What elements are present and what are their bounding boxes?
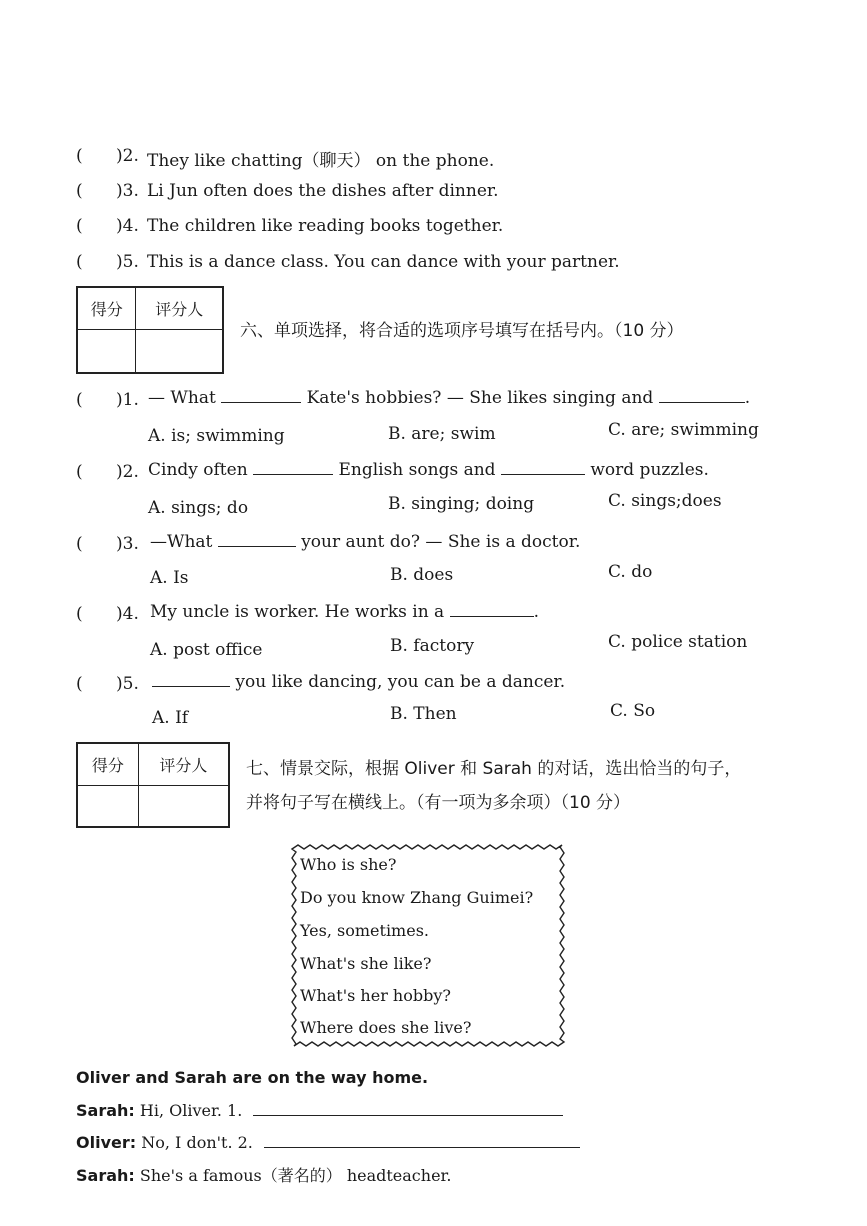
item-number: )5. <box>116 674 139 694</box>
zigzag-outline <box>292 845 564 1046</box>
answer-paren[interactable]: ( <box>76 534 83 554</box>
score-table <box>76 286 224 374</box>
option-b: B. singing; doing <box>388 494 535 514</box>
option-sentence: Who is she? <box>300 855 397 874</box>
option-sentence: Where does she live? <box>300 1018 472 1037</box>
item-number: )4. <box>116 604 139 624</box>
item-text: The children like reading books together. <box>147 216 504 236</box>
blank-2[interactable] <box>501 461 585 475</box>
question-text: — What Kate's hobbies? — She likes singing and . <box>148 388 751 408</box>
item-number: )1. <box>116 390 139 410</box>
question-text: My uncle is worker. He works in a . <box>150 602 540 622</box>
section7-title-line2: 并将句子写在横线上。（有一项为多余项）（10 分） <box>246 793 631 813</box>
dialogue-line <box>76 1101 563 1120</box>
answer-paren[interactable]: ( <box>76 604 83 624</box>
option-b: B. does <box>390 565 454 585</box>
answer-paren[interactable]: ( <box>76 462 83 482</box>
answer-paren[interactable]: ( <box>76 181 83 201</box>
answer-blank-2[interactable] <box>264 1134 580 1148</box>
speaker: Oliver: <box>76 1133 137 1152</box>
answer-paren[interactable]: ( <box>76 674 83 694</box>
option-c: C. do <box>608 562 653 582</box>
question-text: you like dancing, you can be a dancer. <box>152 672 565 692</box>
answer-blank-1[interactable] <box>253 1102 563 1116</box>
question-text: —What your aunt do? — She is a doctor. <box>150 532 581 552</box>
option-a: A. post office <box>150 640 263 660</box>
blank-2[interactable] <box>659 389 745 403</box>
answer-paren[interactable]: ( <box>76 146 83 166</box>
score-cell[interactable] <box>77 785 138 827</box>
item-number: )3. <box>116 534 139 554</box>
option-sentence: What's her hobby? <box>300 986 451 1005</box>
option-a: A. sings; do <box>148 498 249 518</box>
grader-header: 评分人 <box>136 287 223 329</box>
section6-title: 六、单项选择，将合适的选项序号填写在括号内。（10 分） <box>240 321 684 341</box>
option-sentence: Yes, sometimes. <box>300 921 429 940</box>
dialogue-line <box>76 1133 580 1152</box>
item-number: )5. <box>116 252 139 272</box>
option-b: B. factory <box>390 636 475 656</box>
option-b: B. are; swim <box>388 424 496 444</box>
option-sentence: What's she like? <box>300 954 432 973</box>
grader-header: 评分人 <box>138 743 229 785</box>
score-table <box>76 742 230 828</box>
dialogue-intro: Oliver and Sarah are on the way home. <box>76 1068 429 1087</box>
option-a: A. Is <box>150 568 189 588</box>
item-text: Li Jun often does the dishes after dinner. <box>147 181 499 201</box>
dialogue-line <box>76 1163 452 1186</box>
score-header: 得分 <box>77 287 136 329</box>
option-sentence: Do you know Zhang Guimei? <box>300 888 534 907</box>
option-a: A. is; swimming <box>148 426 285 446</box>
blank-1[interactable] <box>221 389 301 403</box>
grader-cell[interactable] <box>136 329 223 373</box>
question-text: Cindy often English songs and word puzzles. <box>148 460 709 480</box>
score-header: 得分 <box>77 743 138 785</box>
grader-cell[interactable] <box>138 785 229 827</box>
option-c: C. are; swimming <box>608 420 759 440</box>
item-number: )4. <box>116 216 139 236</box>
answer-paren[interactable]: ( <box>76 216 83 236</box>
item-text: This is a dance class. You can dance with your partner. <box>147 252 620 272</box>
item-text: They like chatting（聊天） on the phone. <box>147 151 495 171</box>
option-c: C. So <box>610 701 656 721</box>
item-number: )3. <box>116 181 139 201</box>
speaker: Sarah: <box>76 1101 135 1120</box>
answer-paren[interactable]: ( <box>76 390 83 410</box>
dialogue-text: She's a famous（著名的） headteacher. <box>139 1166 452 1185</box>
option-b: B. Then <box>390 704 457 724</box>
blank-1[interactable] <box>253 461 333 475</box>
answer-paren[interactable]: ( <box>76 252 83 272</box>
options-box <box>290 843 566 1048</box>
option-c: C. sings;does <box>608 491 722 511</box>
dialogue-text: Hi, Oliver. 1. <box>139 1101 243 1120</box>
item-number: )2. <box>116 462 139 482</box>
blank-1[interactable] <box>450 603 534 617</box>
dialogue-text: No, I don't. 2. <box>141 1133 253 1152</box>
blank-1[interactable] <box>152 673 230 687</box>
option-a: A. If <box>152 708 189 728</box>
score-cell[interactable] <box>77 329 136 373</box>
blank-1[interactable] <box>218 533 296 547</box>
item-number: )2. <box>116 146 139 166</box>
speaker: Sarah: <box>76 1166 135 1185</box>
section7-title-line1: 七、情景交际，根据 Oliver 和 Sarah 的对话，选出恰当的句子， <box>246 759 742 779</box>
option-c: C. police station <box>608 632 748 652</box>
